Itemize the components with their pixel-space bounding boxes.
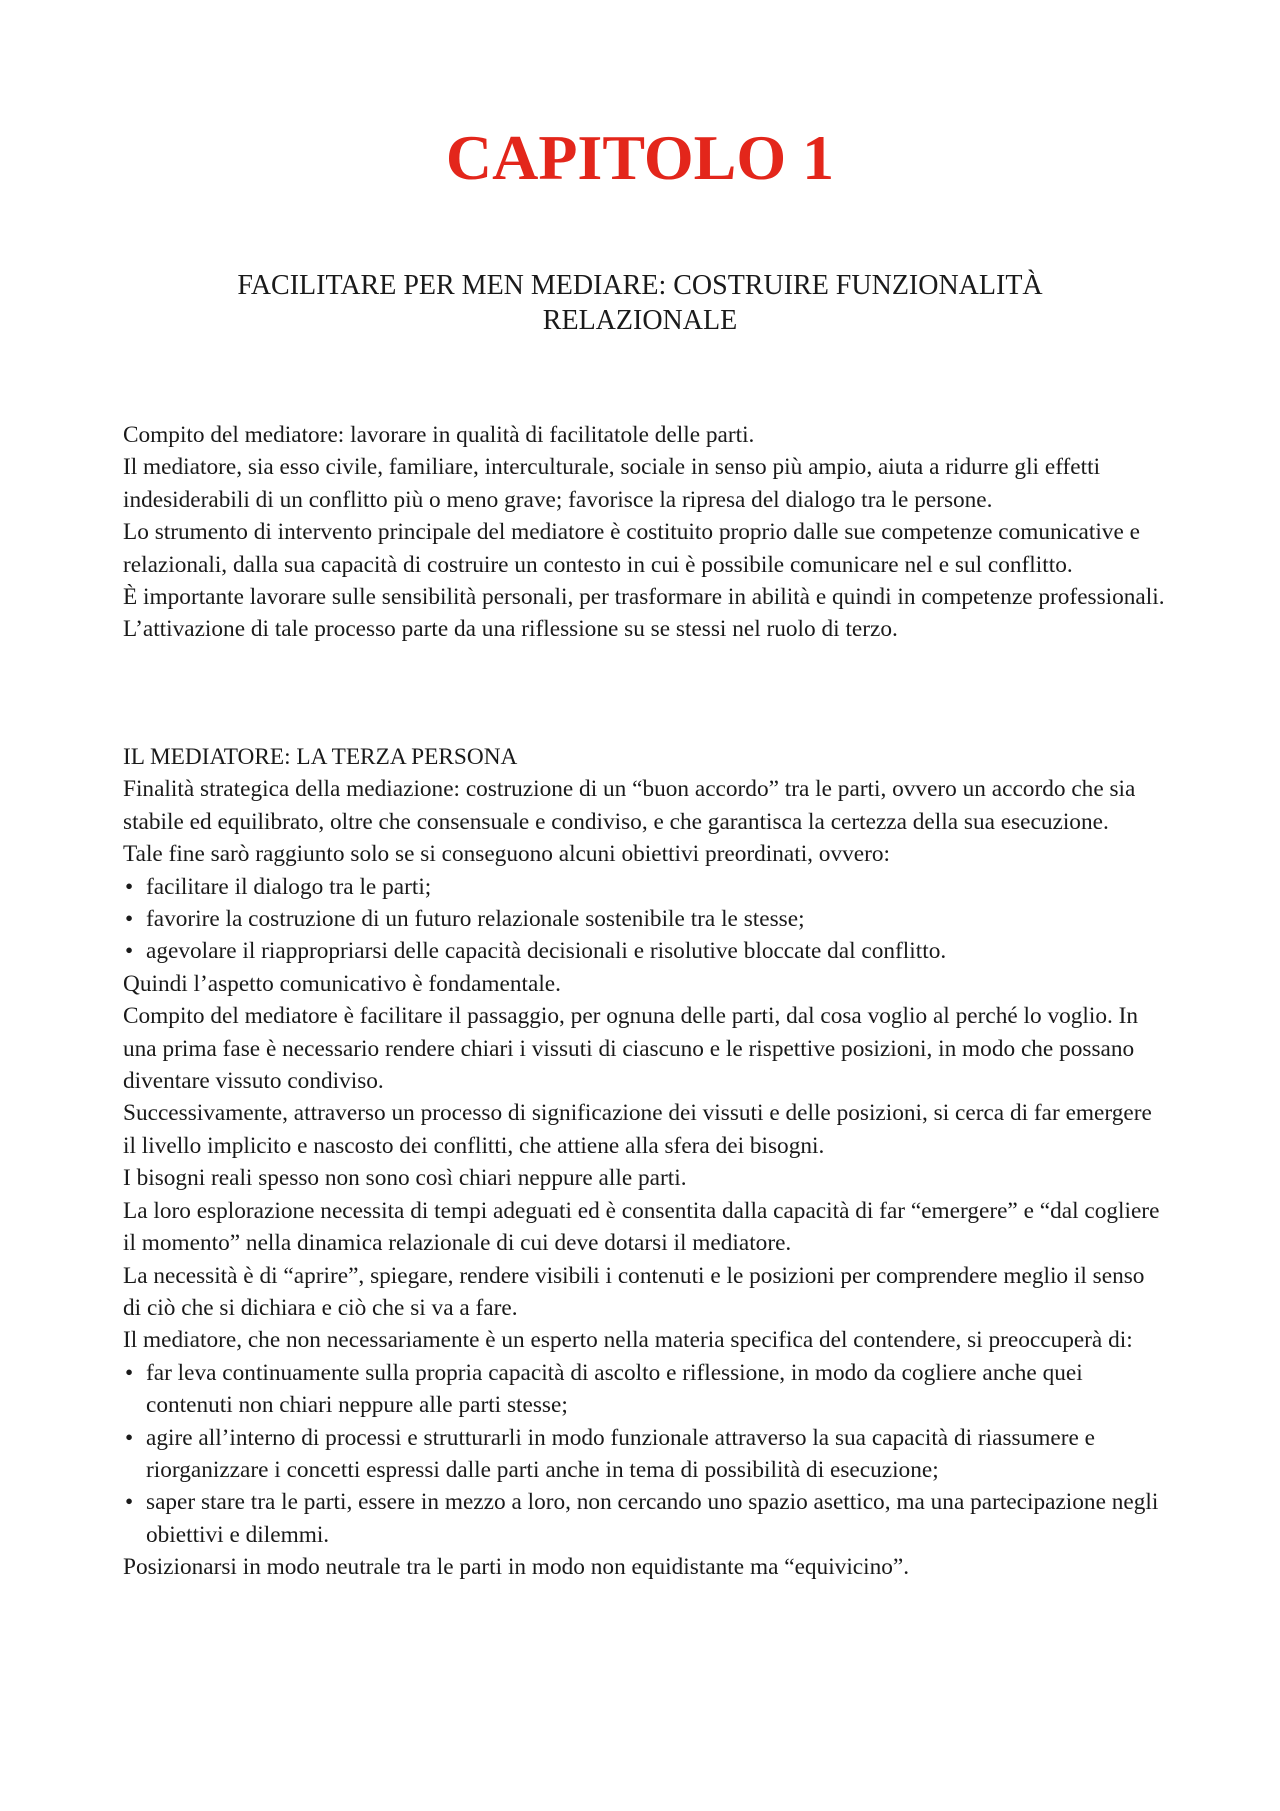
chapter-subtitle: FACILITARE PER MEN MEDIARE: COSTRUIRE FUNZIONALITÀ RELAZIONALE	[237, 270, 1043, 336]
intro-line: Il mediatore, sia esso civile, familiare, interculturale, sociale in senso più ampio, aiuta a ridurre gli effetti indesiderabili di un conflitto più o meno grave; favorisce la ripresa del dialogo tra le persone.	[123, 454, 1101, 513]
list-item: • agire all’interno di processi e strutturarli in modo funzionale attraverso la sua capacità di riassumere e riorganizzare i concetti espressi dalle parti anche in tema di possibilità di esecuzione;	[123, 1422, 1168, 1487]
paragraph: Quindi l’aspetto comunicativo è fondamentale.	[123, 970, 561, 997]
paragraph: Finalità strategica della mediazione: costruzione di un “buon accordo” tra le parti, ovvero un accordo che sia stabile ed equilibrato, oltre che consensuale e condiviso, e che garantisca la certezza della sua esecuzione.	[123, 776, 1136, 835]
paragraph: Tale fine sarò raggiunto solo se si conseguono alcuni obiettivi preordinati, ovvero:	[123, 841, 890, 868]
list-item: • far leva continuamente sulla propria capacità di ascolto e riflessione, in modo da cogliere anche quei contenuti non chiari neppure alle parti stesse;	[123, 1357, 1168, 1422]
intro-line: Compito del mediatore: lavorare in qualità di facilitatole delle parti.	[123, 422, 755, 448]
list-item: • favorire la costruzione di un futuro relazionale sostenibile tra le stesse;	[123, 903, 1168, 935]
intro-line: Lo strumento di intervento principale del mediatore è costituito proprio dalle sue competenze comunicative e relazionali, dalla sua capacità di costruire un contesto in cui è possibile comunicare nel e sul conflitto.	[123, 519, 1140, 578]
paragraph: Compito del mediatore è facilitare il passaggio, per ognuna delle parti, dal cosa voglio al perché lo voglio. In una prima fase è necessario rendere chiari i vissuti di ciascuno e le rispettive posizioni, in modo che possano diventare vissuto condiviso.	[123, 1003, 1139, 1095]
intro-line: È importante lavorare sulle sensibilità personali, per trasformare in abilità e quindi in competenze professionali. L’attivazione di tale processo parte da una riflessione su se stessi nel ruolo di terzo.	[123, 584, 1165, 643]
paragraph: Successivamente, attraverso un processo di significazione dei vissuti e delle posizioni, si cerca di far emergere il livello implicito e nascosto dei conflitti, che attiene alla sfera dei bisogni.	[123, 1100, 1152, 1159]
section-mediatore	[123, 741, 1168, 1584]
list-item: • facilitare il dialogo tra le parti;	[123, 871, 1168, 903]
chapter-title: CAPITOLO 1	[445, 122, 835, 193]
paragraph: La necessità è di “aprire”, spiegare, rendere visibili i contenuti e le posizioni per comprendere meglio il senso di ciò che si dichiara e ciò che si va a fare.	[123, 1262, 1145, 1321]
section-heading: IL MEDIATORE: LA TERZA PERSONA	[123, 744, 518, 770]
duties-list	[123, 1357, 1168, 1551]
intro-block	[123, 419, 1168, 646]
paragraph: I bisogni reali spesso non sono così chiari neppure alle parti.	[123, 1165, 687, 1192]
list-item: • saper stare tra le parti, essere in mezzo a loro, non cercando uno spazio asettico, ma una partecipazione negli obiettivi e dilemmi.	[123, 1486, 1168, 1551]
paragraph: Il mediatore, che non necessariamente è un esperto nella materia specifica del contendere, si preoccuperà di:	[123, 1327, 1133, 1354]
paragraph: Posizionarsi in modo neutrale tra le parti in modo non equidistante ma “equivicino”.	[123, 1554, 910, 1581]
paragraph: La loro esplorazione necessita di tempi adeguati ed è consentita dalla capacità di far “emergere” e “dal cogliere il momento” nella dinamica relazionale di cui deve dotarsi il mediatore.	[123, 1197, 1160, 1257]
list-item: • agevolare il riappropriarsi delle capacità decisionali e risolutive bloccate dal conflitto.	[123, 935, 1168, 967]
objectives-list	[123, 871, 1168, 968]
